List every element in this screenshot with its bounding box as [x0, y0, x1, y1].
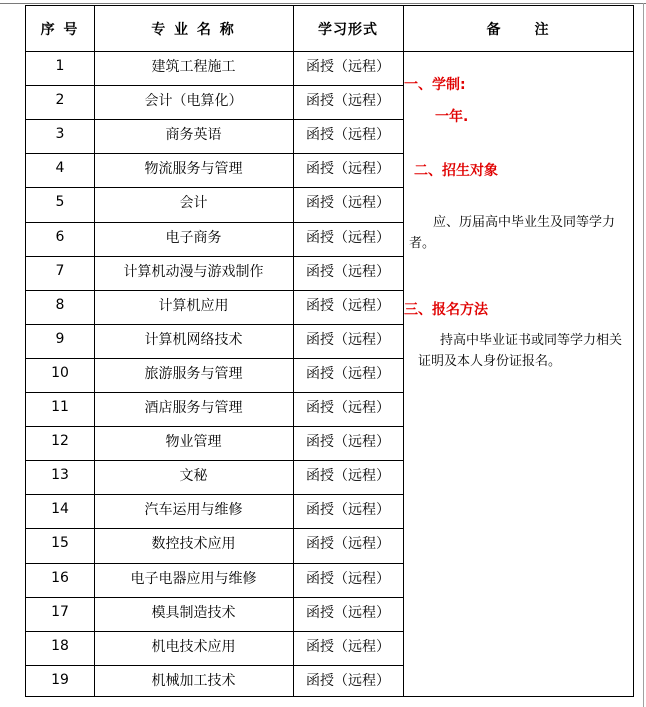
- page-right-rule: [643, 3, 644, 707]
- cell-major: 计算机应用: [158, 297, 229, 314]
- cell-major: 文秘: [179, 468, 208, 485]
- cell-mode: 函授（远程）: [306, 672, 390, 689]
- cell-no: 18: [51, 637, 69, 654]
- cell-major: 物流服务与管理: [144, 161, 243, 178]
- cell-no: 3: [55, 126, 65, 143]
- cell-major: 汽车运用与维修: [144, 502, 243, 519]
- cell-mode: 函授（远程）: [306, 400, 390, 417]
- page-top-rule: [0, 3, 646, 4]
- cell-no: 1: [55, 58, 65, 75]
- cell-major: 模具制造技术: [151, 604, 236, 621]
- cell-mode: 函授（远程）: [306, 536, 390, 553]
- note-section-eligibility-body: 应、历届高中毕业生及同等学力者。: [409, 215, 616, 251]
- cell-no: 10: [51, 364, 69, 381]
- cell-mode: 函授（远程）: [306, 229, 390, 246]
- note-section-eligibility-title: 二、招生对象: [414, 163, 498, 179]
- header-mode: 学习形式: [318, 21, 378, 38]
- cell-no: 12: [51, 433, 69, 450]
- cell-no: 17: [51, 603, 69, 620]
- cell-mode: 函授（远程）: [306, 195, 390, 212]
- cell-no: 8: [55, 296, 65, 313]
- cell-no: 9: [55, 330, 65, 347]
- cell-mode: 函授（远程）: [306, 331, 390, 348]
- cell-no: 14: [51, 501, 69, 518]
- note-section-duration-value: 一年.: [435, 109, 469, 125]
- note-section-duration-title: 一、学制:: [404, 77, 466, 93]
- cell-major: 建筑工程施工: [151, 59, 236, 76]
- cell-major: 计算机网络技术: [144, 331, 243, 348]
- cell-mode: 函授（远程）: [306, 93, 390, 110]
- cell-mode: 函授（远程）: [306, 161, 390, 178]
- cell-no: 5: [55, 194, 65, 211]
- cell-no: 4: [55, 160, 65, 177]
- cell-major: 商务英语: [165, 127, 222, 144]
- cell-no: 2: [55, 92, 65, 109]
- cell-mode: 函授（远程）: [306, 468, 390, 485]
- cell-major: 数控技术应用: [151, 536, 236, 553]
- col-divider: [403, 6, 404, 696]
- cell-mode: 函授（远程）: [306, 434, 390, 451]
- cell-no: 6: [55, 228, 65, 245]
- cell-no: 13: [51, 467, 69, 484]
- cell-mode: 函授（远程）: [306, 59, 390, 76]
- cell-major: 物业管理: [165, 434, 222, 451]
- cell-no: 15: [51, 535, 69, 552]
- cell-no: 11: [51, 399, 69, 416]
- cell-major: 旅游服务与管理: [144, 365, 243, 382]
- cell-no: 19: [51, 671, 69, 688]
- cell-major: 电子商务: [165, 229, 222, 246]
- cell-major: 机械加工技术: [151, 672, 236, 689]
- cell-mode: 函授（远程）: [306, 570, 390, 587]
- cell-mode: 函授（远程）: [306, 604, 390, 621]
- header-major: 专 业 名 称: [151, 21, 236, 38]
- cell-major: 会计（电算化）: [144, 93, 243, 110]
- note-section-registration-body: 持高中毕业证书或同等学力相关证明及本人身份证报名。: [418, 333, 623, 369]
- cell-major: 计算机动漫与游戏制作: [123, 263, 264, 280]
- header-no: 序 号: [40, 21, 80, 38]
- cell-mode: 函授（远程）: [306, 127, 390, 144]
- cell-major: 会计: [179, 195, 208, 212]
- header-remarks: 备 注: [486, 21, 551, 38]
- cell-mode: 函授（远程）: [306, 263, 390, 280]
- cell-no: 7: [55, 262, 65, 279]
- cell-mode: 函授（远程）: [306, 297, 390, 314]
- cell-mode: 函授（远程）: [306, 502, 390, 519]
- cell-major: 电子电器应用与维修: [130, 570, 257, 587]
- note-section-registration-title: 三、报名方法: [404, 302, 488, 318]
- cell-mode: 函授（远程）: [306, 638, 390, 655]
- cell-major: 酒店服务与管理: [144, 400, 243, 417]
- cell-major: 机电技术应用: [151, 638, 236, 655]
- cell-mode: 函授（远程）: [306, 365, 390, 382]
- cell-no: 16: [51, 569, 69, 586]
- majors-table: [25, 5, 634, 697]
